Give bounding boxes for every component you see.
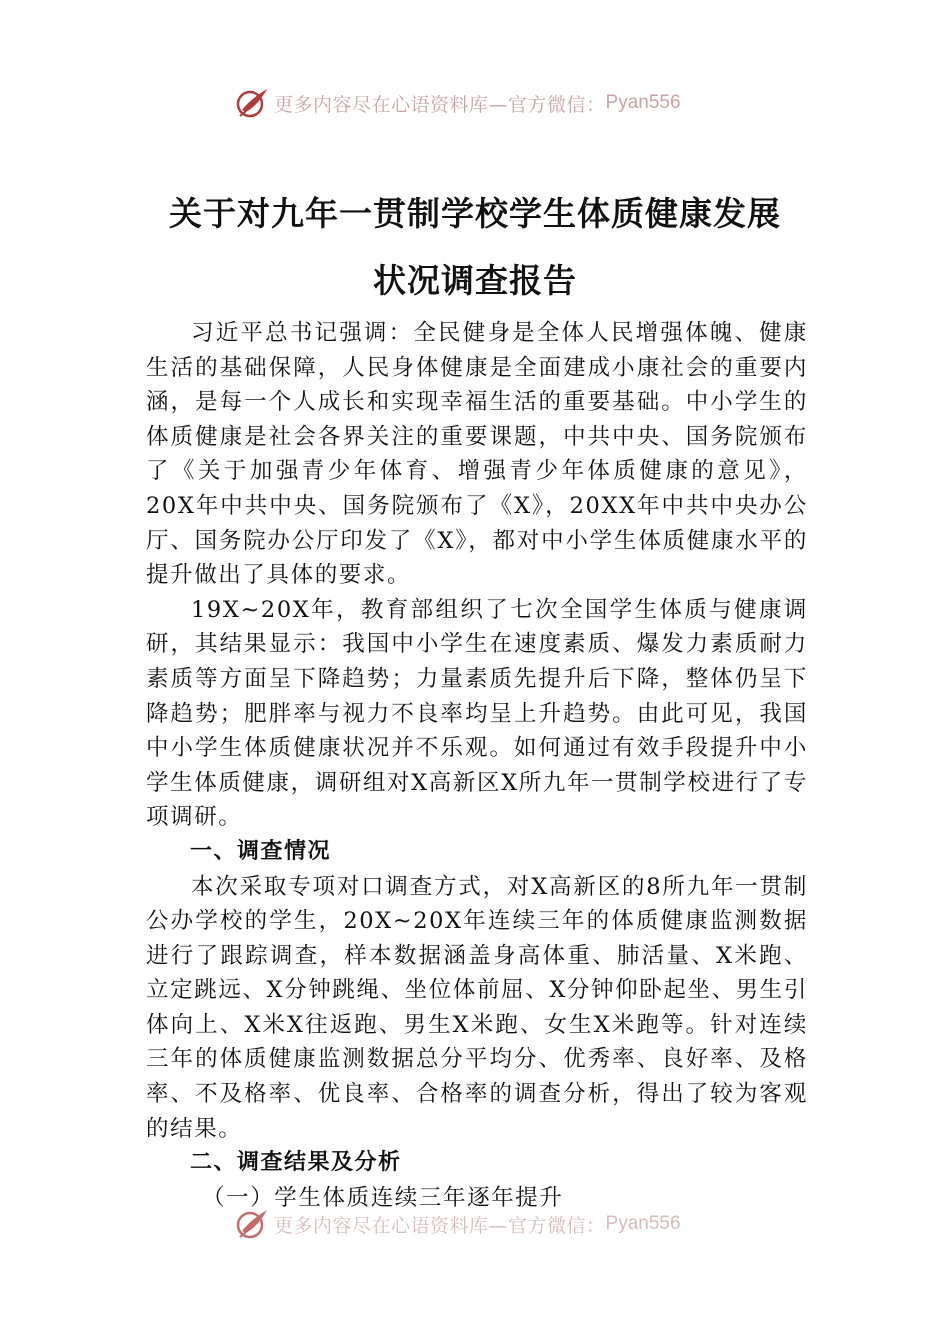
paragraph-intro: 习近平总书记强调：全民健身是全体人民增强体魄、健康生活的基础保障，人民身体健康是全面建成小康社会的重要内涵，是每一个人成长和实现幸福生活的重要基础。中小学生的体质健康是社会各界关注的重要课题，中共中央、国务院颁布了《关于加强青少年体育、增强青少年体质健康的意见》，20X年中共中央、国务院颁布了《X》，20XX年中共中央办公厅、国务院办公厅印发了《X》，都对中小学生体质健康水平的提升做出了具体的要求。 xyxy=(146,320,808,589)
watermark-text: 更多内容尽在心语资料库—官方微信： xyxy=(274,93,606,116)
quill-logo-icon xyxy=(234,1207,270,1241)
footer-watermark xyxy=(234,1207,681,1241)
paragraph-background: 19X~20X年，教育部组织了七次全国学生体质与健康调研，其结果显示：我国中小学生在速度素质、爆发力素质耐力素质等方面呈下降趋势；力量素质先提升后下降，整体仍呈下降趋势；肥胖率与视力不良率均呈上升趋势。由此可见，我国中小学生体质健康状况并不乐观。如何通过有效手段提升中小学生体质健康，调研组对X高新区X所九年一贯制学校进行了专项调研。 xyxy=(146,596,808,831)
watermark-wechat-id: Pyan556 xyxy=(605,1213,681,1234)
document-title-line-1: 关于对九年一贯制学校学生体质健康发展 xyxy=(169,194,781,233)
subsection-heading-improvement: （一）学生体质连续三年逐年提升 xyxy=(202,1184,564,1211)
quill-logo-icon xyxy=(234,86,270,120)
watermark-wechat-id: Pyan556 xyxy=(605,92,681,113)
paragraph-survey-method: 本次采取专项对口调查方式，对X高新区的8所九年一贯制公办学校的学生，20X~20X年连续三年的体质健康监测数据进行了跟踪调查，样本数据涵盖身高体重、肺活量、X米跑、立定跳远、X分钟跳绳、坐位体前屈、X分钟仰卧起坐、男生引体向上、X米X往返跑、男生X米跑、女生X米跑等。针对连续三年的体质健康监测数据总分平均分、优秀率、良好率、及格率、不及格率、优良率、合格率的调查分析，得出了较为客观的结果。 xyxy=(146,873,808,1142)
watermark-text: 更多内容尽在心语资料库—官方微信： xyxy=(274,1214,606,1237)
document-body xyxy=(146,316,808,1215)
document-title-line-2: 状况调查报告 xyxy=(373,261,577,300)
header-watermark xyxy=(234,86,681,120)
section-heading-results: 二、调查结果及分析 xyxy=(190,1150,402,1176)
section-heading-survey: 一、调查情况 xyxy=(190,838,332,864)
